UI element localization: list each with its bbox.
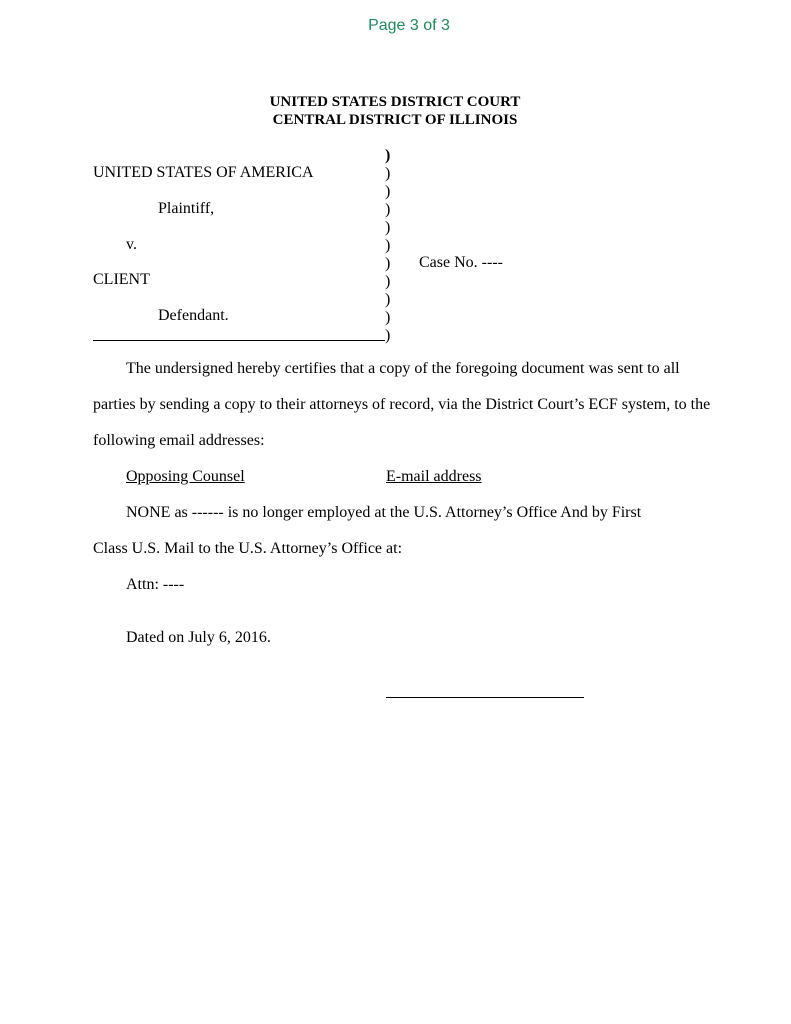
caption-paren: ) — [385, 327, 391, 344]
service-text-line: Class U.S. Mail to the U.S. Attorney’s Office at: — [93, 540, 403, 557]
service-text-line: NONE as ------ is no longer employed at the U.S. Attorney’s Office And by First — [126, 504, 642, 521]
plaintiff-party: UNITED STATES OF AMERICA — [93, 164, 314, 181]
column-header-counsel: Opposing Counsel — [126, 468, 245, 485]
certificate-text-line: The undersigned hereby certifies that a copy of the foregoing document was sent to all — [126, 360, 680, 377]
caption-paren: ) — [385, 255, 391, 272]
caption-paren: ) — [385, 237, 391, 254]
caption-paren: ) — [385, 165, 391, 182]
signature-line — [386, 697, 584, 698]
caption-rule — [93, 340, 385, 341]
court-district: CENTRAL DISTRICT OF ILLINOIS — [272, 112, 518, 128]
dated-line: Dated on July 6, 2016. — [126, 629, 271, 646]
caption-paren: ) — [385, 147, 391, 164]
caption-paren: ) — [385, 273, 391, 290]
attention-line: Attn: ---- — [126, 576, 185, 593]
court-name: UNITED STATES DISTRICT COURT — [269, 94, 521, 110]
certificate-text-line: following email addresses: — [93, 432, 265, 449]
versus: v. — [126, 236, 137, 253]
caption-paren: ) — [385, 201, 391, 218]
defendant-role: Defendant. — [158, 307, 229, 324]
caption-paren: ) — [385, 291, 391, 308]
page-indicator: Page 3 of 3 — [368, 17, 450, 34]
certificate-text-line: parties by sending a copy to their attorneys of record, via the District Court’s ECF system, to the — [93, 396, 711, 413]
caption-paren: ) — [385, 309, 391, 326]
column-header-email: E-mail address — [386, 468, 482, 485]
caption-paren: ) — [385, 183, 391, 200]
plaintiff-role: Plaintiff, — [158, 200, 215, 217]
case-number: Case No. ---- — [419, 254, 503, 271]
caption-paren: ) — [385, 219, 391, 236]
defendant-party: CLIENT — [93, 271, 150, 288]
